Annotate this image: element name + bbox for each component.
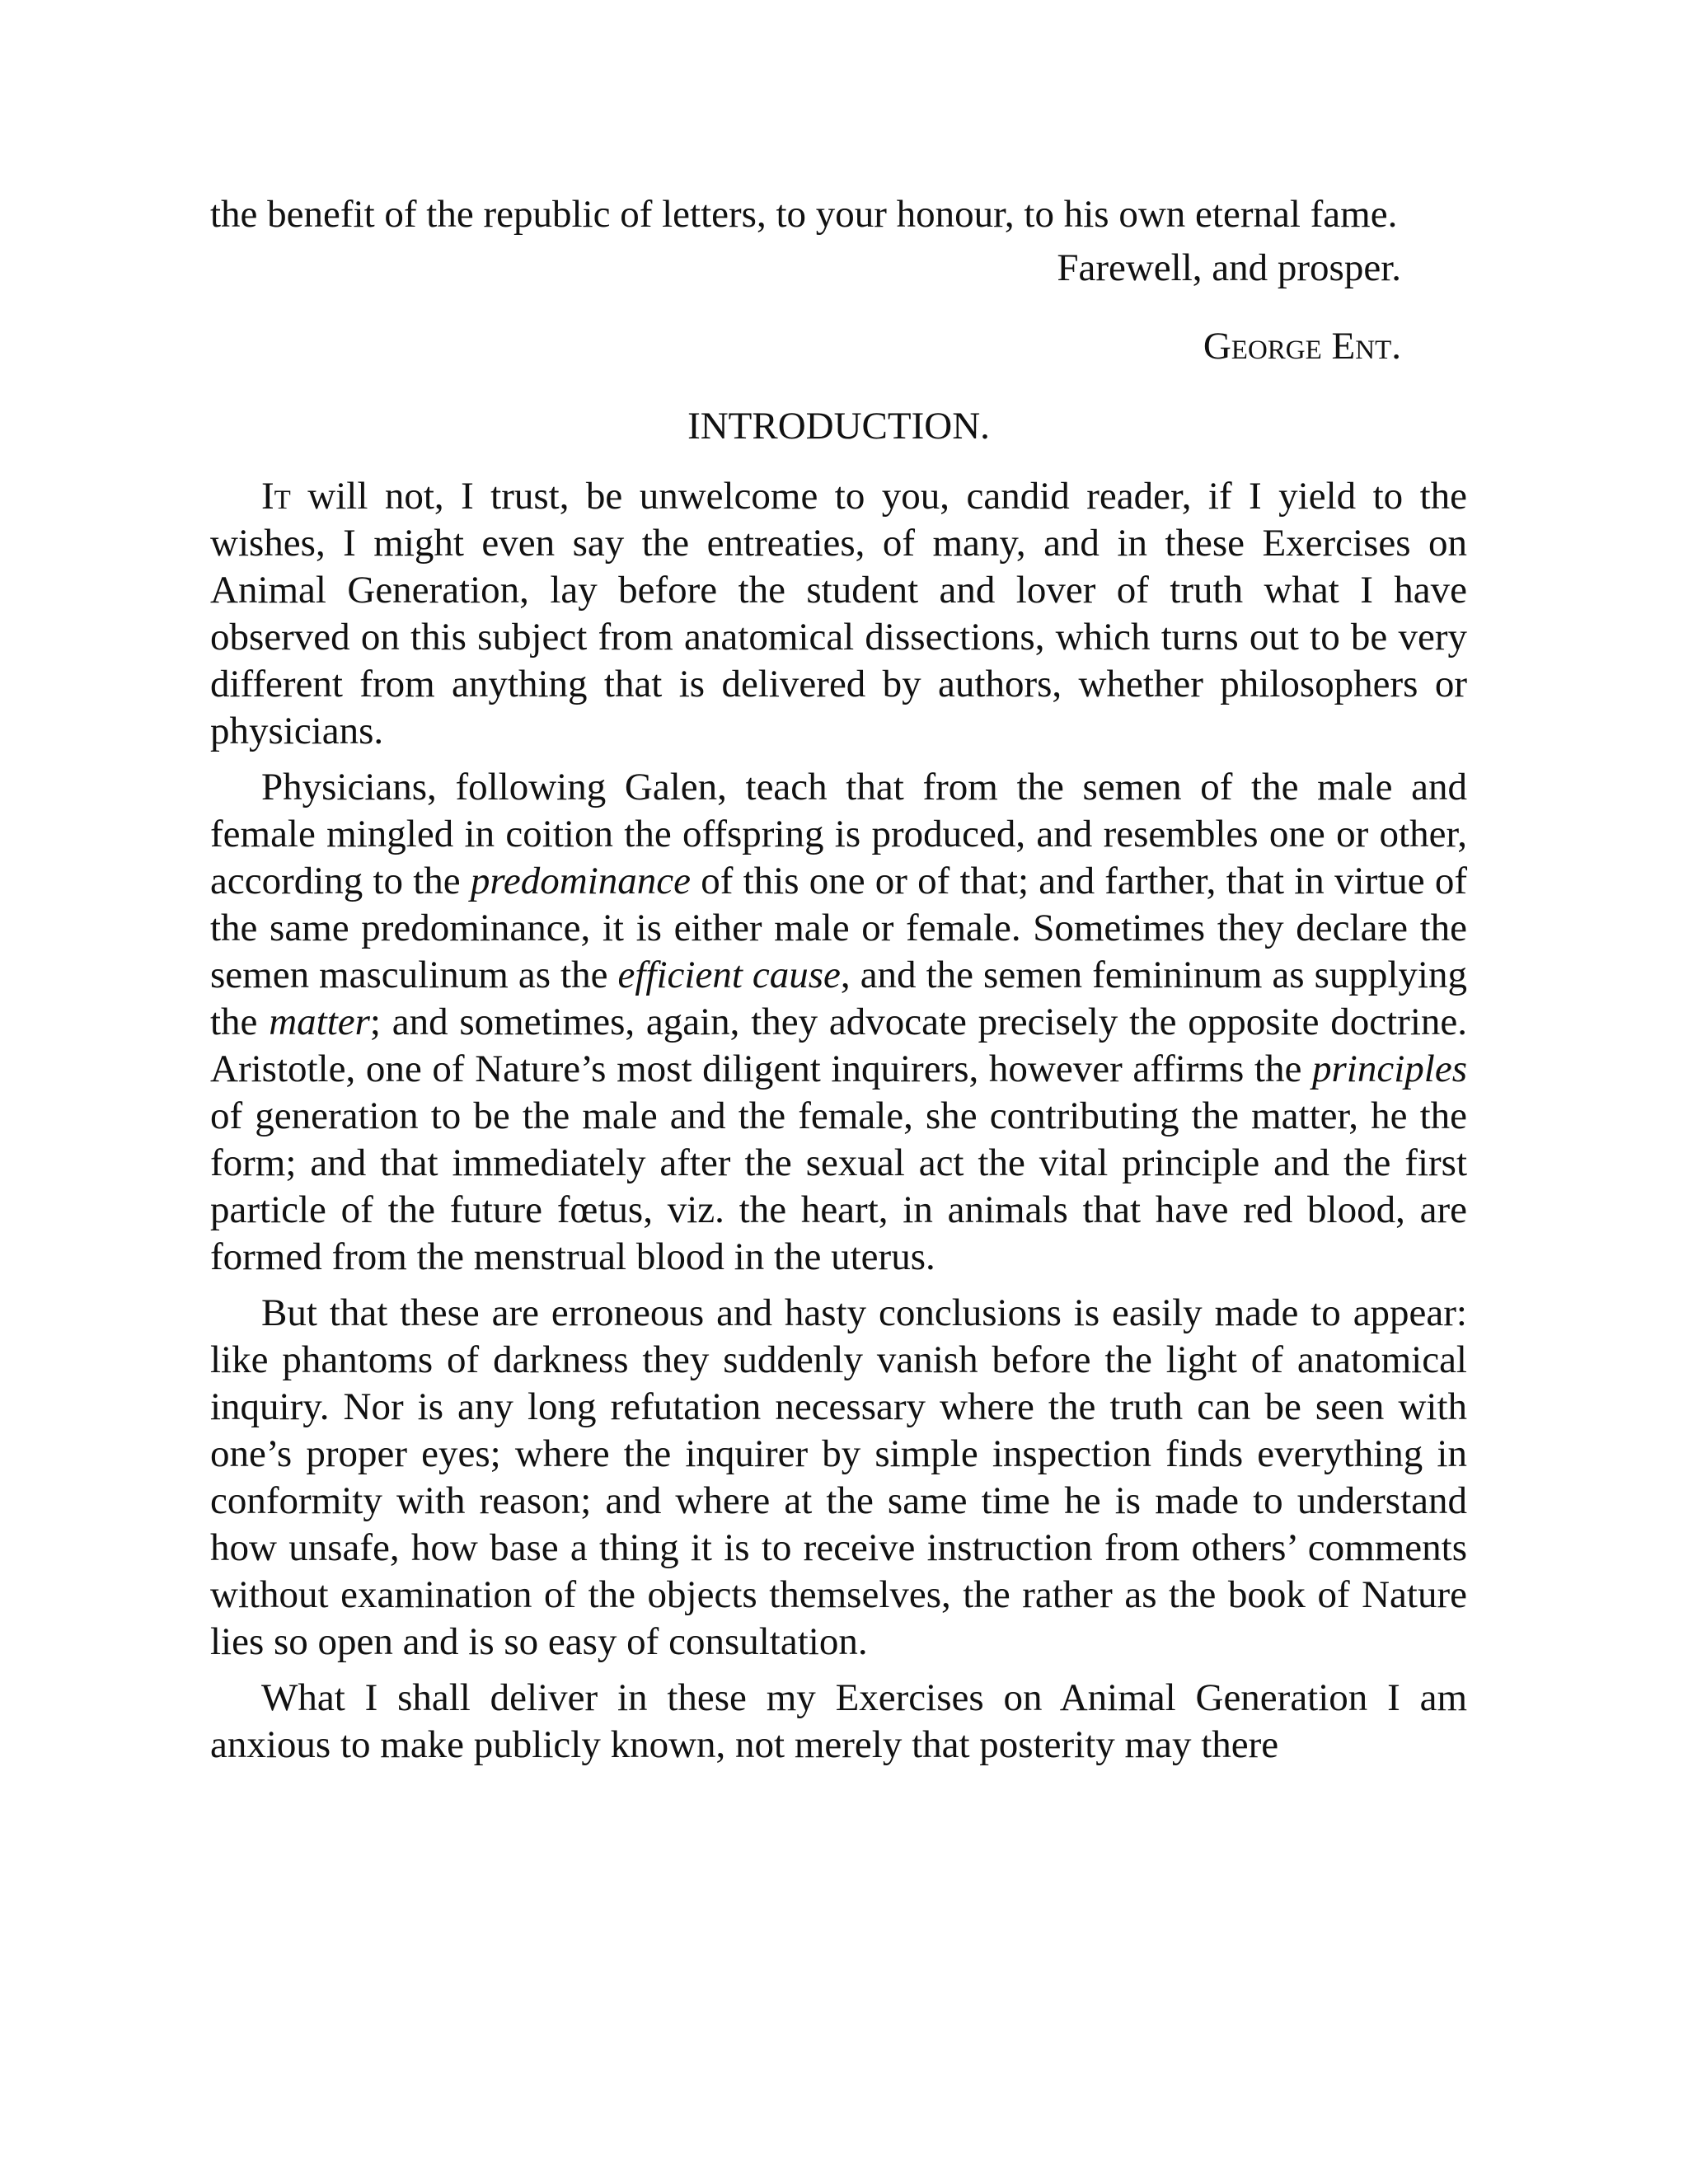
paragraph-1-text: will not, I trust, be unwelcome to you, candid reader, if I yield to the wishes, I might even say the entreaties, of many, and in these Exercises on Animal Generation, lay before the student and lover of truth what I have observed on this subject from anatomical dissections, which turns out to be very different from anything that is delivered by authors, whether philosophers or physicians. xyxy=(210,475,1467,752)
paragraph-3: But that these are erroneous and hasty conclusions is easily made to appear: like phantoms of darkness they suddenly vanish before the light of anatomical inquiry. Nor is any long refutation necessary where the truth can be seen with one’s proper eyes; where the inquirer by simple inspection finds everything in conformity with reason; and where at the same time he is made to understand how unsafe, how base a thing it is to receive instruction from others’ comments without examination of the objects themselves, the rather as the book of Nature lies so open and is so easy of consultation. xyxy=(210,1291,1467,1663)
section-heading: INTRODUCTION. xyxy=(687,405,990,448)
paragraph-1 xyxy=(210,473,1467,755)
paragraph-2-italic-3: matter xyxy=(269,1001,370,1043)
page-body xyxy=(210,191,1467,1778)
paragraph-2-text-5: of generation to be the male and the female, she contributing the matter, he the form; and that immediately after the sexual act the vital principle and the first particle of the future fœtus, viz. the heart, in animals that have red blood, are formed from the menstrual blood in the uterus. xyxy=(210,1094,1467,1278)
paragraph-2-text-4: ; and sometimes, again, they advocate precisely the opposite doctrine. Aristotle, one of Nature’s most diligent inquirers, however affirms the xyxy=(210,1001,1467,1090)
paragraph-1-lead: It xyxy=(261,475,291,518)
paragraph-2-text-1: Physicians, following Galen, teach that from the semen of the male and female mingled in coition the offspring is produced, and resembles one or other, according to the xyxy=(210,766,1467,902)
paragraph-2 xyxy=(210,764,1467,1281)
paragraph-2-text-3: , and the semen femininum as supplying the xyxy=(210,954,1467,1043)
paragraph-2-italic-4: principles xyxy=(1312,1047,1467,1090)
letter-signature: George Ent. xyxy=(1203,325,1401,368)
paragraph-2-italic-2: efficient cause xyxy=(617,954,841,996)
letter-closing: Farewell, and prosper. xyxy=(1057,246,1401,289)
paragraph-4: What I shall deliver in these my Exercises on Animal Generation I am anxious to make publicly known, not merely that posterity may there xyxy=(210,1676,1467,1766)
paragraph-2-italic-1: predominance xyxy=(470,860,692,902)
paragraph-2-text-2: of this one or of that; and farther, that in virtue of the same predominance, it is either male or female. Sometimes they declare the semen masculinum as the xyxy=(210,860,1467,996)
letter-continuation: the benefit of the republic of letters, to your honour, to his own eternal fame. xyxy=(210,193,1398,236)
